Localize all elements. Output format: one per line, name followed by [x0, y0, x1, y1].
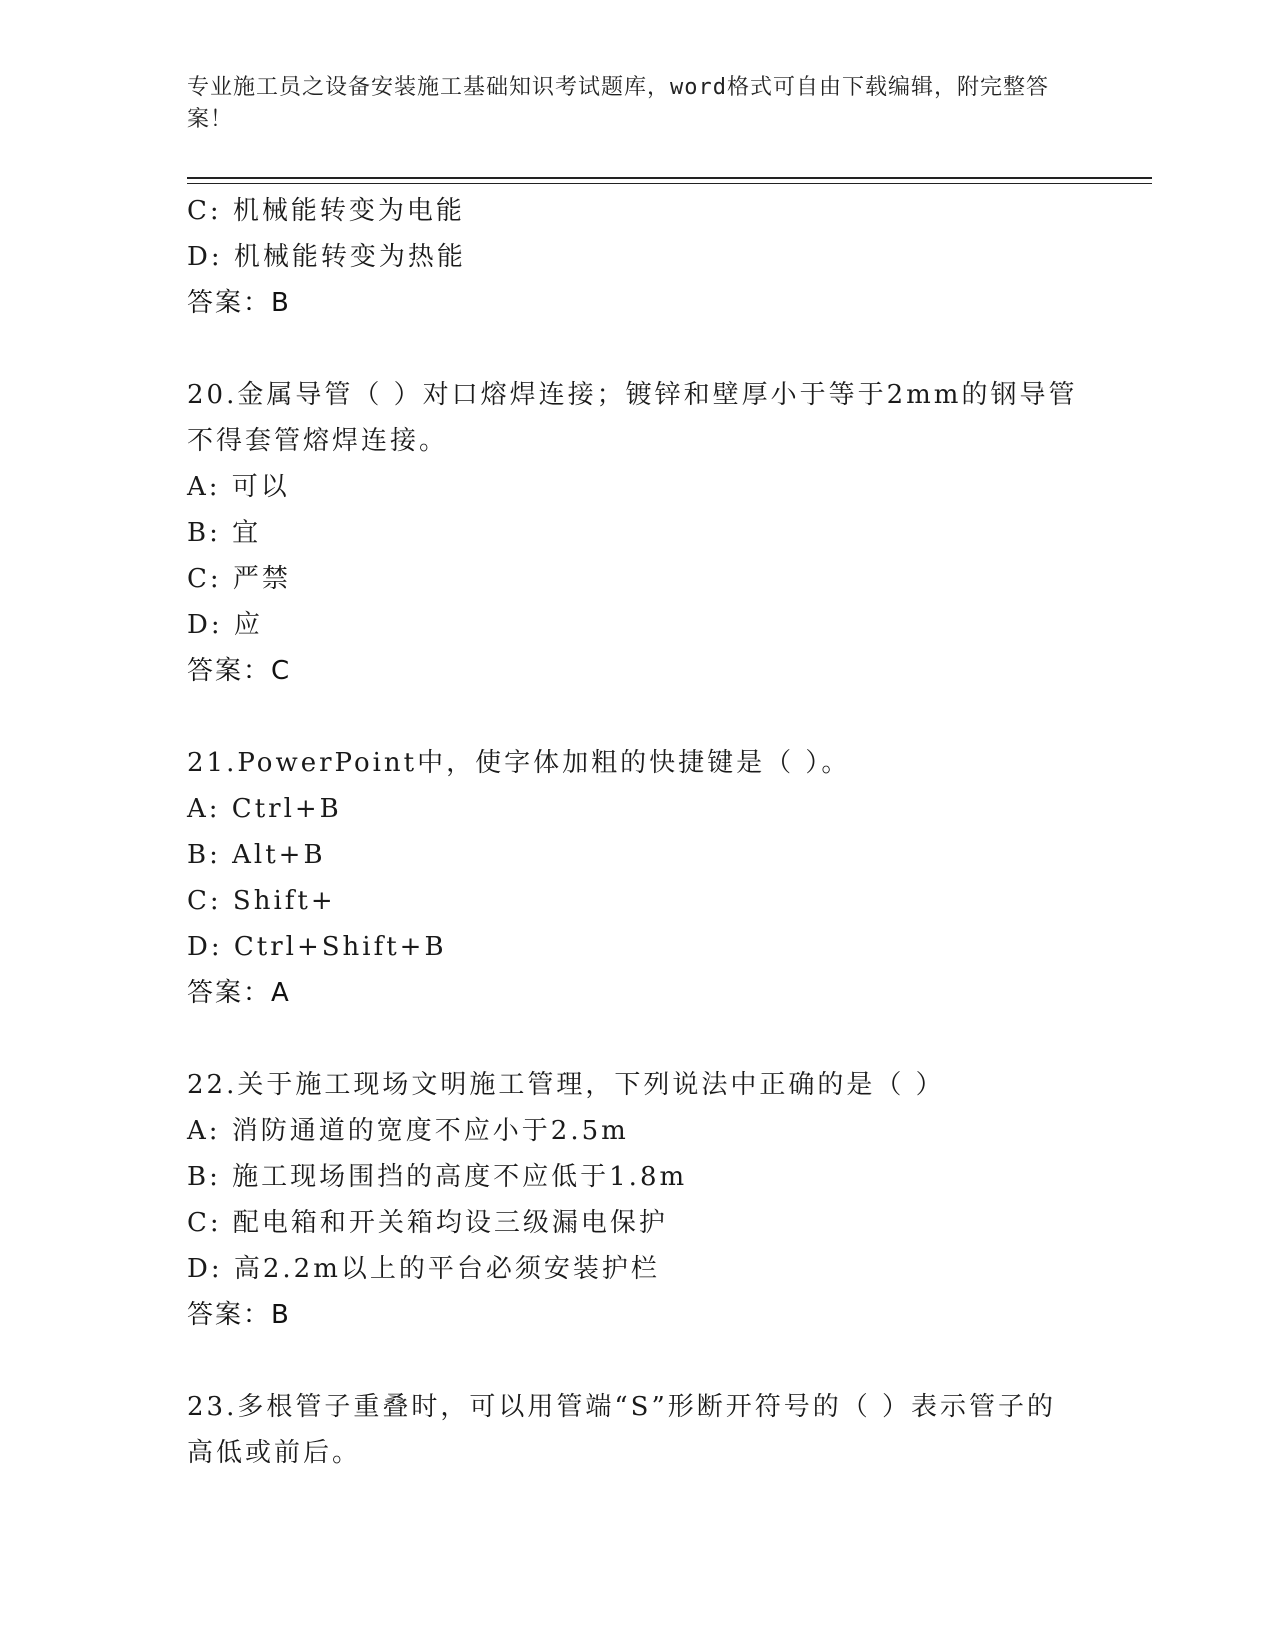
header-rule-thick: [187, 177, 1152, 179]
option-c: C: Shift+: [187, 886, 336, 916]
question-stem: 22.关于施工现场文明施工管理，下列说法中正确的是（ ）: [187, 1070, 945, 1100]
option-a: A: 可以: [187, 472, 290, 502]
question-stem: 20.金属导管（ ）对口熔焊连接；镀锌和壁厚小于等于2mm的钢导管: [187, 380, 1078, 410]
option-b: B: Alt+B: [187, 840, 326, 870]
option-a: A: Ctrl+B: [187, 794, 342, 824]
question-gap: [187, 1338, 1087, 1384]
question-21: [187, 740, 1087, 1016]
question-stem: 21.PowerPoint中，使字体加粗的快捷键是（ ）。: [187, 748, 851, 778]
question-19-tail: [187, 188, 1087, 326]
answer-line: 答案：B: [187, 288, 291, 318]
answer-line: 答案：A: [187, 978, 291, 1008]
question-stem-continued: 高低或前后。: [187, 1438, 362, 1468]
option-d: D: 应: [187, 610, 263, 640]
option-a: A: 消防通道的宽度不应小于2.5m: [187, 1116, 629, 1146]
option-d: D: 高2.2m以上的平台必须安装护栏: [187, 1254, 660, 1284]
answer-line: 答案：B: [187, 1300, 291, 1330]
header-text: 专业施工员之设备安装施工基础知识考试题库，word格式可自由下载编辑，附完整答案！: [187, 75, 1049, 132]
question-stem: 23.多根管子重叠时，可以用管端“S”形断开符号的（ ）表示管子的: [187, 1392, 1057, 1422]
header-rule-thin: [187, 183, 1152, 184]
question-gap: [187, 694, 1087, 740]
option-c: C: 配电箱和开关箱均设三级漏电保护: [187, 1208, 668, 1238]
option-b: B: 宜: [187, 518, 262, 548]
document-header: [187, 72, 1067, 136]
question-gap: [187, 1016, 1087, 1062]
option-d: D: 机械能转变为热能: [187, 242, 466, 272]
question-list: [187, 188, 1087, 1476]
answer-line: 答案：C: [187, 656, 292, 686]
option-d: D: Ctrl+Shift+B: [187, 932, 447, 962]
question-22: [187, 1062, 1087, 1338]
option-b: B: 施工现场围挡的高度不应低于1.8m: [187, 1162, 688, 1192]
option-c: C: 严禁: [187, 564, 291, 594]
question-20: [187, 372, 1087, 694]
option-c: C: 机械能转变为电能: [187, 196, 465, 226]
question-stem-continued: 不得套管熔焊连接。: [187, 426, 449, 456]
question-23: [187, 1384, 1087, 1476]
question-gap: [187, 326, 1087, 372]
